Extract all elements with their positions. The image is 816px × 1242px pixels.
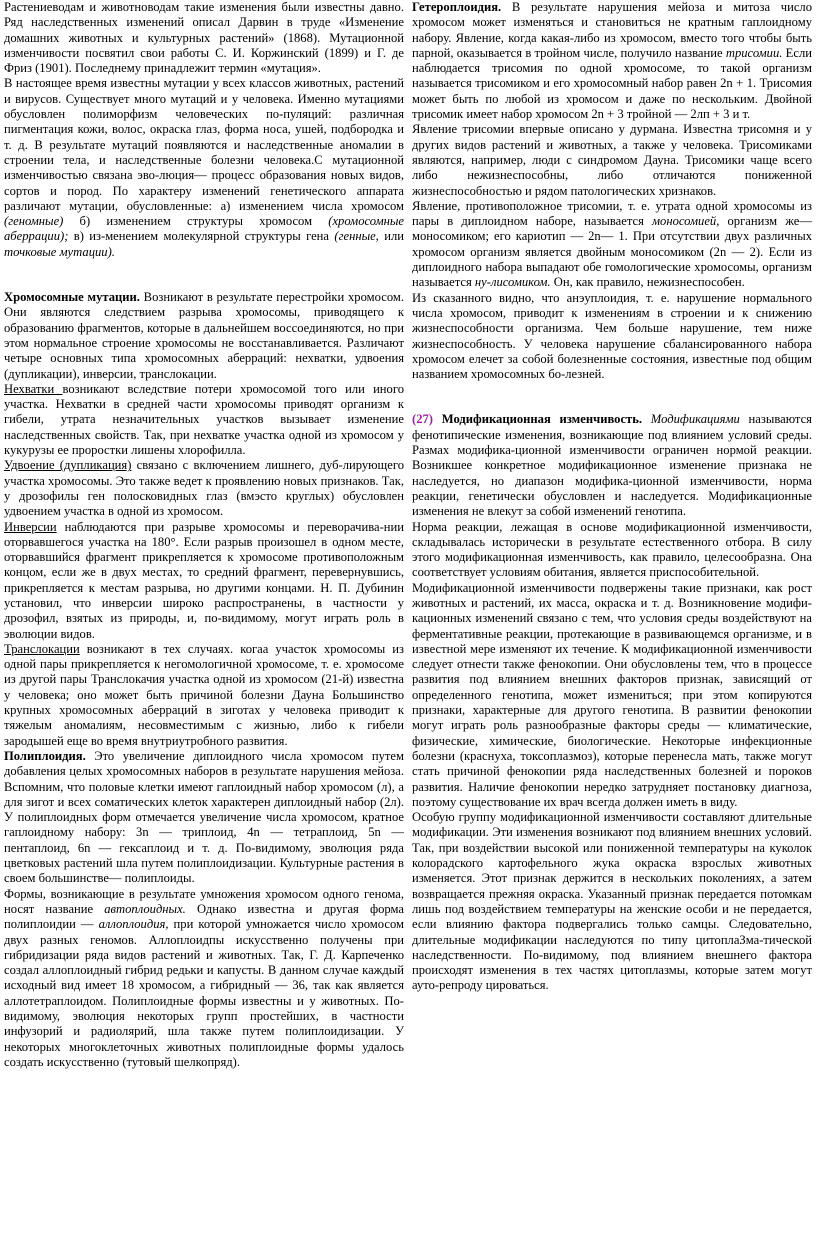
term-translocations: Транслокации [4, 641, 80, 656]
right-column [412, 0, 812, 1242]
paragraph-modification-variability: (27) Модификационная изменчивость. Модификациями называются фенотипические изменения, возникающие под влиянием условий среды. Размах модифика-ционной изменчивости ограничен нормой реакции. Возникшее конкретное модификационное изменение признака не наследуется, но диапазон модифика-ционной изменчивости, норма реакции, генетически обусловлен и наследуется. Модификационные изменения не влекут за собой изменений генотипа. [412, 412, 812, 519]
heading-chromosomal-mutations: Хромосомные мутации. [4, 290, 140, 305]
heading-heteroploidy: Гетероплоидия. [412, 0, 502, 14]
term-inversions: Инверсии [4, 519, 57, 534]
spacer [412, 382, 812, 412]
paragraph-trisomy: Явление трисомии впервые описано у дурмана. Известна трисомня и у других видов растений и животных, а также у человека. Трисомиками являются, например, люди с синдромом Дауна. Трисомики чаще всего либо нежизнеспособны, либо отличаются пониженной жизнеспособностью и рядом патологических хризнаков. [412, 122, 812, 198]
paragraph-duplications: Удвоение (дупликация) связано с включением лишнего, дуб-лирующего участка хромосомы. Это также ведет к проявлению новых признаков. Так, у дрозофилы ген полосковидных глаз (вмэсто круглых) обусловлен удвоением участка в одной из хромосом. [4, 458, 404, 519]
paragraph-aneuploidy: Из сказанного видно, что анэуплоидия, т. е. нарушение нормального числа хромосом, приводит к изменениям в строении и к снижению жизнеспособности организма. Чем больше нарушение, тем ниже жизнеспособность. У человека нарушение сбалансированного набора хромосом елечет за собой болезненные состояния, известные под общим названием хромосомных бо-лезней. [412, 290, 812, 382]
paragraph-deletions: Нехватки возникают вследствие потери хромосомой того или иного участка. Нехватки в средней части хромосомы приводят организм к гибели, утрата незначительных участков вызывает изменение наследственных свойств. Так, при нехватке участка одной из хромосом у кукурузы ее проростки лишены хлорофилла. [4, 381, 404, 458]
paragraph-reaction-norm: Норма реакции, лежащая в основе модификационной изменчивости, складывалась исторически в результате естественного отбора. В силу этого модификационная изменчивость, как правило, целесообразна. Она соответствует условиям обитания, является приспособительной. [412, 519, 812, 580]
heading-modification-variability: Модификационная изменчивость. [441, 412, 643, 427]
paragraph-heteroploidy: Гетероплоидия. В результате нарушения мейоза и митоза число хромосом может изменяться и становиться не кратным гаплоидному набору. Явление, когда какая-либо из хромосом, вместо того чтобы быть парной, оказывается в тройном числе, получило название трисомии. Если наблюдается трисомия по одной хромосоме, то такой организм называется трисомиком и его хромосомный набор равен 2n + 1. Трисомия может быть по любой из хромосом и даже по нескольким. Двойной трисомик имеет набор хромосом 2n + 3 тройной — 2лп + 3 и т. [412, 0, 812, 122]
paragraph-translocations: Транслокации возникают в тех случаях. когаа участок хромосомы из одной пары прикрепляется к негомологичной хромосоме, т. е. хромосоме из другой пары Транслокачия участка одной из хромосом (21-й) известна у человека; оно может быть причиной болезни Дауна Большинство крупных хромосомных аберраций в зиготах у человека приводит к тяжелым аномалиям, несовместимым с жизнью, либо к гибели зародышей еще во время внутриутробного развития. [4, 641, 404, 748]
paragraph-monosomy: Явление, противоположное трисомии, т. е. утрата одной хромосомы из пары в диплоидном наборе, называется моносомией, организм же—моносомиком; его кариотип — 2n— 1. При отсутствии двух различных хромосом организм является двойным моносомиком (2n — 2). Если из диплоидного набора выпадают обе гомологические хромосомы, организм называется ну-лисомиком. Он, как правило, нежизнеспособен. [412, 198, 812, 290]
paragraph-inversions: Инверсии наблюдаются при разрыве хромосомы и переворачива-нии оторвавшегося участка на 180°. Если разрыв произошел в одном месте, оторвавшийся фрагмент прикрепляется к хромосоме противоположным концом, если же в двух местах, то средний фрагмент, перевернувшись, прикрепляется к местам разрыва, но другими концами. Н. П. Дубинин установил, что инверсии широко распространены, в частности у дрозофил, взятых из природы, и, по-видимому, могут играть роль в эволюции видов. [4, 519, 404, 641]
paragraph-intro: Растениеводам и животноводам такие изменения были известны давно. Ряд наследственных изменений описал Дарвин в труде «Изменение домашних животных и культурных растений» (1868). Мутационной изменчивости посвятил свои работы С. И. Коржинский (1899) и Г. де Фриз (1901). Последнему принадлежит термин «мутация». [4, 0, 404, 76]
paragraph-long-term-modifications: Особую группу модификационной изменчивости составляют длительные модификации. Эти изменения возникают под влиянием внешних условий. Так, при воздействии высокой или пониженной температуры на куколок колорадского картофельного жука окраска взрослых животных изменяется. Этот признак держится в нескольких поколениях, а затем возвращается прежняя окраска. Указанный признак передается потомкам лишь под воздействием температуры на женские особи и не передается, если влиянию фактора подвергались только самцы. Следовательно, длительные модификации наследуются по типу цитоплаЗма-тической наследственности. По-видимому, под влиянием внешнего фактора происходят изменения в тех частях цитоплазмы, которые затем могут ауто-репроду цироваться. [412, 810, 812, 993]
question-number: (27) [412, 412, 433, 427]
spacer [4, 260, 404, 290]
term-duplications: Удвоение (дупликация) [4, 458, 132, 473]
paragraph-mutations-overview: В настоящее время известны мутации у всех классов животных, растений и вирусов. Существует много мутаций и у человека. Именно мутациями обусловлен полиморфизм человеческих по-пуляций: различная пигментация кожи, волос, окраска глаз, форма носа, ушей, подбородка и т. д. В результате мутаций появляются и наследственные аномалии в строении тела, и наследственные болезни человека.С мутационной изменчивостью связана эво-люция— процесс образования новых видов, сортов и пород. По характеру изменений генетического аппарата различают мутации, обусловленные: а) изменением числа хромосом (геномные) б) изменением структуры хромосом (хромосомные аберрации); в) из-менением молекулярной структуры гена (генные, или точковые мутации). [4, 76, 404, 259]
paragraph-chromosomal-mutations: Хромосомные мутации. Возникают в результате перестройки хромосом. Они являются следствием разрыва хромосомы, приводящего к образованию фрагментов, которые в дальнейшем воссоединяются, но при этом нормальное строение хромосомы не восстанавливается. Различают четыре основных типа хромосомных аберраций: нехватки, удвоения (дупликации), инверсии, транслокации. [4, 290, 404, 381]
paragraph-phenocopies: Модификационной изменчивости подвержены такие признаки, как рост животных и растений, их масса, окраска и т. д. Возникновение модифи-кационных изменений связано с тем, что условия среды воздействуют на ферментативные реакции, протекающие в развивающемся организме, и в известной мере изменяют их течение. К модификационной изменчивости следует отнести также фенокопии. Они обусловлены тем, что в процессе развития под влиянием внешних факторов признак, зависящий от определенного генотипа, может измениться; при этом копируются признаки, характерные для другого генотипа. В развитии фенокопии могут играть роль разнообразные факторы среды — климатические, физические, химические, биологические. Некоторые инфекционные болезни (краснуха, токсоплазмоз), которые перенесла мать, также могут стать причиной фенокопии ряда наследственных болезней и пороков развития. Наличие фенокопии нередко затрудняет постановку диагноза, поэтому существование их врач всегда должен иметь в виду. [412, 580, 812, 809]
paragraph-auto-allo-ploidy: Формы, возникающие в результате умножения хромосом одного генома, носят название автоплоидных. Однако известна и другая форма полиплоидии — аллоплоидия, при которой умножается число хромосом двух разных геномов. Аллоплоидпы искусственно получены при гибридизации ряда видов растений и животных. Так, Г. Д. Карпеченко создал аллоплоидный гибрид редьки и капусты. В данном случае каждый исходный вид имеет 18 хромосом, а гибридный — 36, так как является аллотетраплоидом. Полиплоидные формы известны и у животных. По-видимому, эволюция некоторых групп простейших, в частности инфузорий и радиолярий, шла также путем полиплоидизации. У некоторых многоклеточных животных полиплоидные формы удалось создать искусственно (тутовый шелкопряд). [4, 886, 404, 1069]
paragraph-polyploidy: Полиплоидия. Это увеличение диплоидного числа хромосом путем добавления целых хромосомных наборов в результате нарушения мейоза. Вспомним, что половые клетки имеют гаплоидный набор хромосом (л), а для зигот и всех соматических клеток характерен диплоидный набор (2л). У полиплоидных форм отмечается увеличение числа хромосом, кратное гаплоидному набору: 3n — триплоид, 4n — тетраплоид, 5n — пентаплоид, 6n — гексаплоид и т. д. По-видимому, эволюция ряда цветковых растений шла путем полиплоидизации. Культурные растения в своем большинстве— полиплоиды. [4, 748, 404, 886]
heading-polyploidy: Полиплоидия. [4, 748, 86, 763]
left-column [4, 0, 404, 1242]
term-deletions: Нехватки [4, 381, 63, 396]
